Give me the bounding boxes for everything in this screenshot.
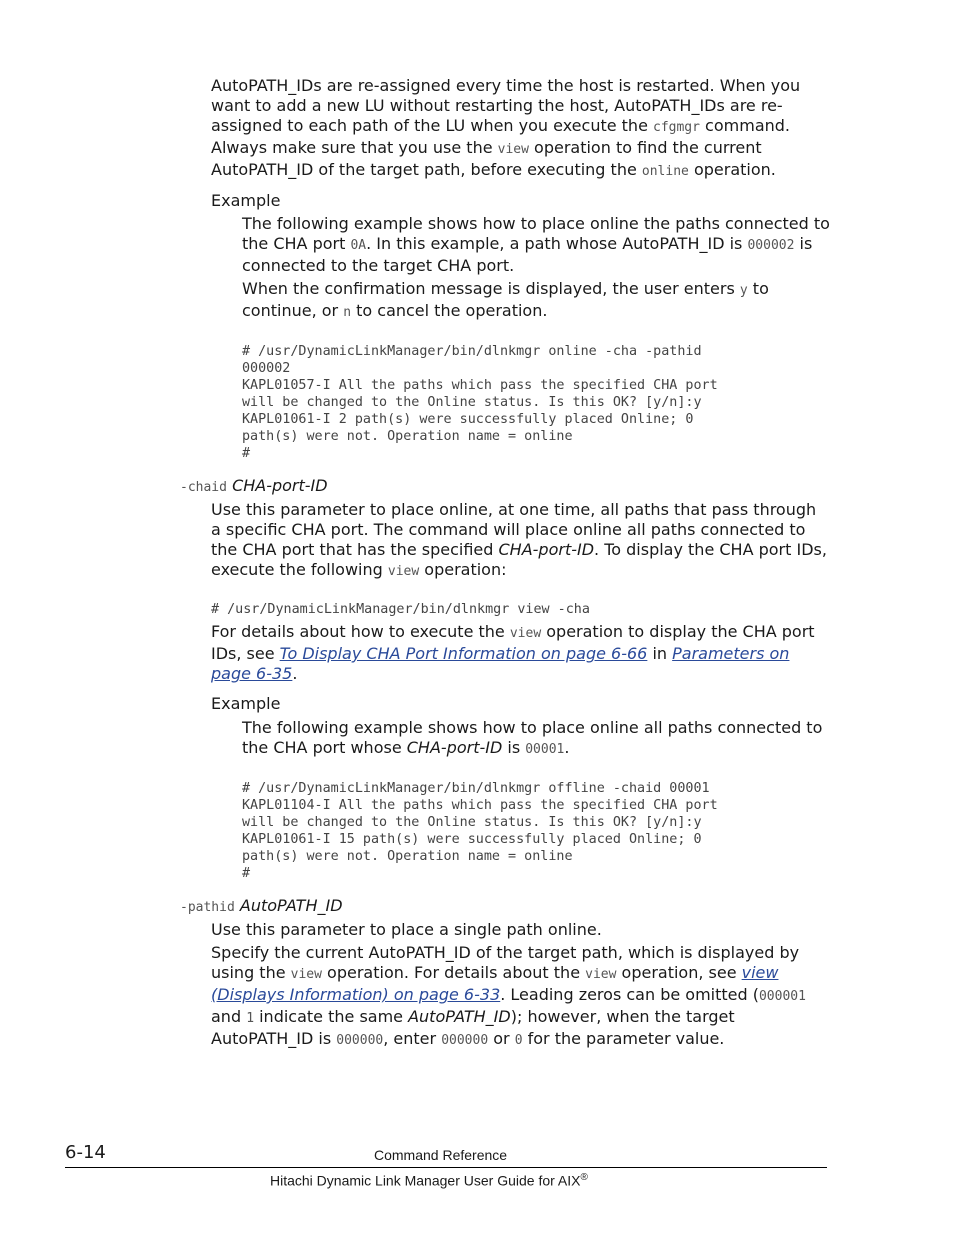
text: and (211, 1007, 247, 1026)
intro-text: command. Always make sure that you use the (211, 116, 790, 157)
pathid-summary: Use this parameter to place a single path online. (211, 920, 602, 939)
code-0: 0 (514, 1033, 523, 1048)
code-y: y (739, 283, 748, 298)
code-000000: 000000 (441, 1033, 489, 1048)
text: to continue, or (242, 279, 769, 320)
book-title-text: Hitachi Dynamic Link Manager User Guide for AIX (270, 1172, 581, 1189)
footer-divider (65, 1167, 827, 1168)
example1-description (242, 214, 832, 276)
link-code: view (741, 963, 779, 982)
param-arg: AutoPATH_ID (239, 896, 343, 915)
code-00001: 00001 (525, 742, 565, 757)
text: The following example shows how to place online all paths connected to the CHA port whose (242, 718, 823, 757)
text: or (488, 1029, 515, 1048)
intro-text: operation to find the current AutoPATH_ID of the target path, before executing the (211, 138, 762, 179)
italic-term: CHA-port-ID (498, 540, 595, 559)
code-view-cha: # /usr/DynamicLinkManager/bin/dlnkmgr view -cha (211, 602, 590, 617)
text: operation to display the CHA port IDs, see (211, 622, 815, 663)
example1-confirmation (242, 279, 832, 323)
text: operation: (419, 560, 507, 579)
text: is (502, 738, 526, 757)
footer-section-title: Command Reference (374, 1147, 508, 1163)
view-code: view (497, 142, 529, 157)
intro-text: operation. (688, 160, 776, 179)
page-number: 6-14 (65, 1142, 106, 1163)
intro-paragraph (211, 76, 829, 182)
code-0a: 0A (350, 238, 367, 253)
code-block-example1: # /usr/DynamicLinkManager/bin/dlnkmgr online -cha -pathid 000002 KAPL01057-I All the paths which pass the specified CHA port will be changed to the Online status. Is this OK? [y/n]:y KAPL01061-I 2 path(s) were successfully placed Online; 0 path(s) were not. Operation name = online # (242, 344, 718, 461)
text: ); however, when the target AutoPATH_ID is (211, 1007, 735, 1048)
italic-term: AutoPATH_ID (408, 1007, 511, 1026)
text: . (292, 664, 298, 683)
chaid-description (211, 500, 831, 582)
code-000001: 000001 (758, 989, 806, 1004)
chaid-details (211, 622, 831, 684)
pathid-parameter-heading (180, 896, 343, 918)
view-code: view (509, 626, 542, 641)
text: Specify the current AutoPATH_ID of the target path, which is displayed by using the (211, 943, 800, 982)
cfgmgr-code: cfgmgr (653, 120, 700, 135)
code-1: 1 (246, 1011, 255, 1026)
text: For details about how to execute the (211, 622, 510, 641)
example-heading: Example (211, 694, 281, 713)
example-heading: Example (211, 191, 281, 210)
registered-mark: ® (580, 1172, 588, 1183)
text: for the parameter value. (522, 1029, 725, 1048)
view-code: view (585, 967, 617, 982)
view-code: view (290, 967, 322, 982)
code-000002: 000002 (747, 238, 795, 253)
text: to cancel the operation. (351, 301, 548, 320)
param-name: -pathid (180, 900, 235, 915)
text: . (564, 738, 570, 757)
link-display-cha-port-info[interactable]: To Display CHA Port Information on page 6-66 (279, 644, 648, 663)
param-name: -chaid (180, 480, 227, 495)
text: operation. For details about the (321, 963, 586, 982)
chaid-parameter-heading (180, 476, 328, 498)
code-block-example2: # /usr/DynamicLinkManager/bin/dlnkmgr offline -chaid 00001 KAPL01104-I All the paths which pass the specified CHA port will be changed to the Online status. Is this OK? [y/n]:y KAPL01061-I 15 path(s) were successfully placed Online; 0 path(s) were not. Operation name = online # (242, 781, 718, 881)
pathid-description (211, 943, 831, 1051)
code-000000: 000000 (336, 1033, 384, 1048)
text: The following example shows how to place online the paths connected to the CHA port (242, 214, 830, 253)
link-text: (Displays Information) on page 6-33 (211, 985, 501, 1004)
online-code: online (641, 164, 689, 179)
text: in (647, 644, 673, 663)
intro-text: AutoPATH_IDs are re-assigned every time the host is restarted. When you want to add a new LU without restarting the host, AutoPATH_IDs are re-assigned to each path of the LU when you execute the (211, 76, 801, 135)
footer-book-title (270, 1172, 588, 1189)
text: . Leading zeros can be omitted ( (500, 985, 759, 1004)
text: , enter (383, 1029, 442, 1048)
view-code: view (387, 564, 420, 579)
text: . In this example, a path whose AutoPATH_ID is (366, 234, 748, 253)
text: is connected to the target CHA port. (242, 234, 813, 275)
text: operation, see (616, 963, 742, 982)
link-parameters[interactable]: Parameters on page 6-35 (211, 644, 790, 683)
param-arg: CHA-port-ID (232, 476, 328, 495)
text: . To display the CHA port IDs, execute the following (211, 540, 827, 579)
code-n: n (343, 305, 352, 320)
example2-description (242, 718, 832, 760)
text: When the confirmation message is displayed, the user enters (242, 279, 740, 298)
text: indicate the same (254, 1007, 409, 1026)
italic-term: CHA-port-ID (406, 738, 503, 757)
text: Use this parameter to place online, at one time, all paths that pass through a specific CHA port. The command will place online all paths connected to the CHA port that has the specified (211, 500, 817, 559)
